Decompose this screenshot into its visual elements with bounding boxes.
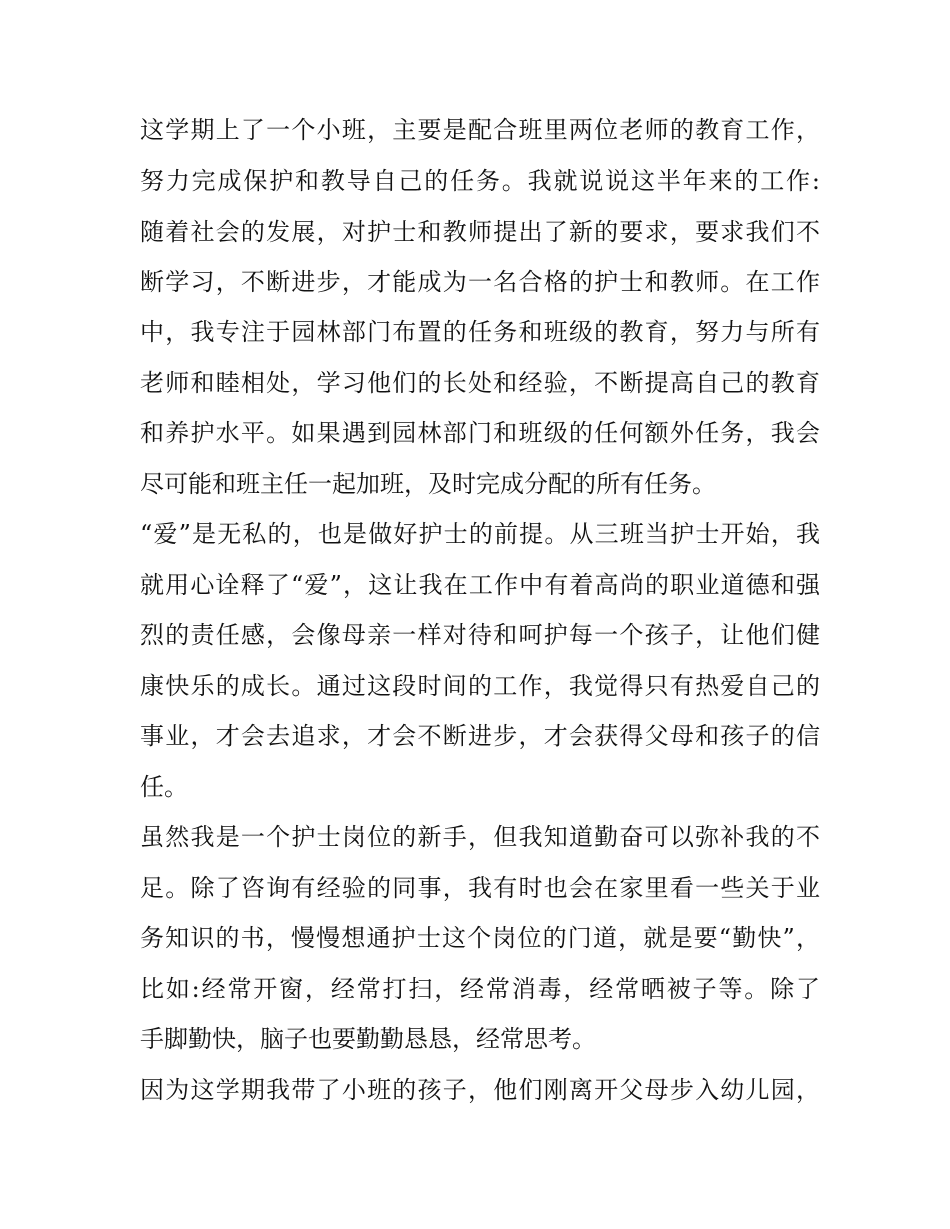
text-line: 努力完成保护和教导自己的任务。我就说说这半年来的工作: xyxy=(140,167,820,195)
text-line: 手脚勤快，脑子也要勤勤恳恳，经常思考。 xyxy=(140,1025,596,1053)
text-line: 这学期上了一个小班，主要是配合班里两位老师的教育工作， xyxy=(140,116,820,144)
text-line: 虽然我是一个护士岗位的新手，但我知道勤奋可以弥补我的不 xyxy=(140,823,820,851)
text-line: “爱”是无私的，也是做好护士的前提。从三班当护士开始，我 xyxy=(140,520,820,548)
text-line: 比如:经常开窗，经常打扫，经常消毒，经常晒被子等。除了 xyxy=(140,975,820,1003)
text-line: 任。 xyxy=(140,773,188,801)
text-line: 中，我专注于园林部门布置的任务和班级的教育，努力与所有 xyxy=(140,318,820,346)
text-line: 因为这学期我带了小班的孩子，他们刚离开父母步入幼儿园， xyxy=(140,1076,820,1104)
text-line: 随着社会的发展，对护士和教师提出了新的要求，要求我们不 xyxy=(140,218,820,246)
text-line: 尽可能和班主任一起加班，及时完成分配的所有任务。 xyxy=(140,470,716,498)
text-line: 老师和睦相处，学习他们的长处和经验，不断提高自己的教育 xyxy=(140,369,820,397)
text-line: 烈的责任感，会像母亲一样对待和呵护每一个孩子，让他们健 xyxy=(140,621,820,649)
text-line: 断学习，不断进步，才能成为一名合格的护士和教师。在工作 xyxy=(140,268,820,296)
text-line: 事业，才会去追求，才会不断进步，才会获得父母和孩子的信 xyxy=(140,722,820,750)
text-line: 和养护水平。如果遇到园林部门和班级的任何额外任务，我会 xyxy=(140,419,820,447)
text-line: 康快乐的成长。通过这段时间的工作，我觉得只有热爱自己的 xyxy=(140,672,820,700)
text-line: 足。除了咨询有经验的同事，我有时也会在家里看一些关于业 xyxy=(140,874,820,902)
text-line: 就用心诠释了“爱”，这让我在工作中有着高尚的职业道德和强 xyxy=(140,571,820,599)
text-line: 务知识的书，慢慢想通护士这个岗位的门道，就是要“勤快”， xyxy=(140,924,820,952)
